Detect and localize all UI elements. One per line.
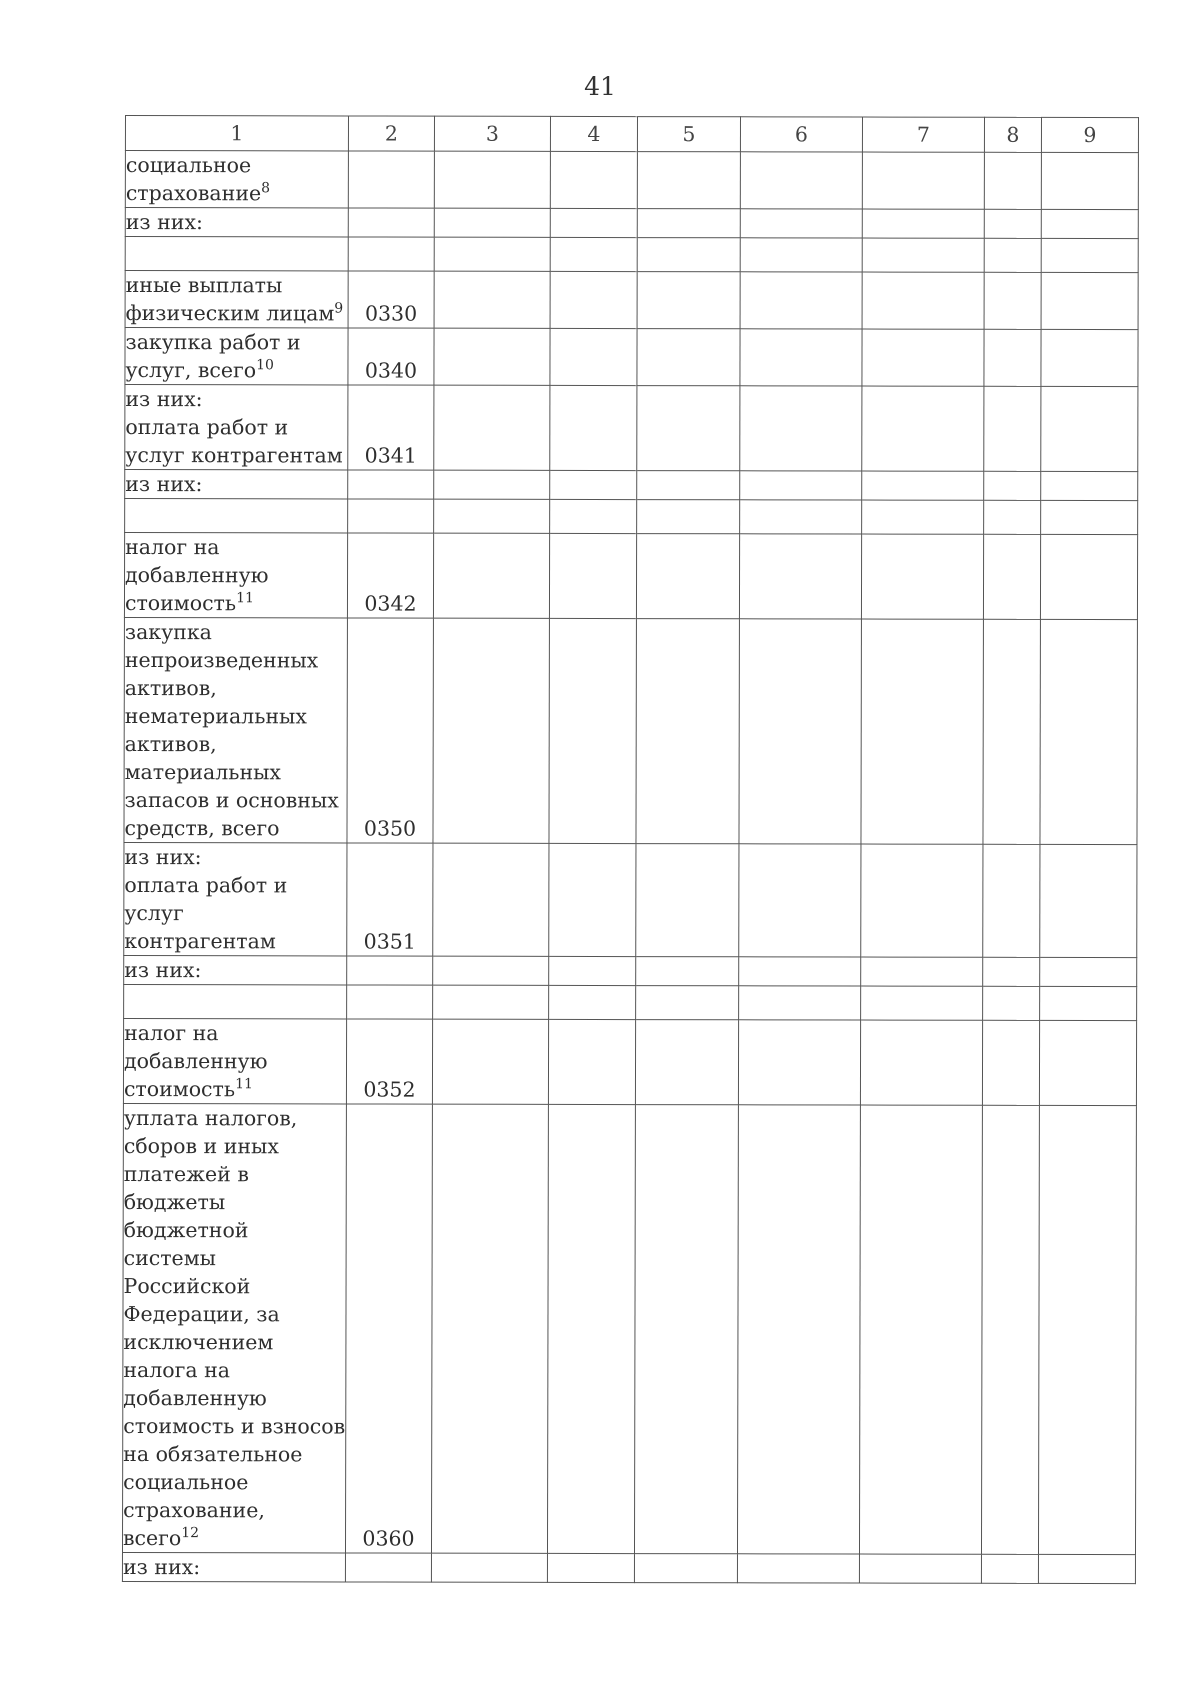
row-label — [124, 955, 347, 984]
table-row — [125, 328, 1138, 387]
row-code: 0360 — [345, 1104, 432, 1553]
value-cell-col-3[interactable] — [434, 208, 550, 237]
value-cell-col-6[interactable] — [738, 1020, 860, 1105]
table-row — [125, 208, 1138, 239]
value-cell-col-6[interactable] — [739, 534, 861, 619]
column-header-1: 1 — [125, 116, 348, 151]
value-cell-col-4[interactable] — [547, 1104, 635, 1553]
value-cell-col-8[interactable] — [984, 209, 1041, 238]
value-cell-col-7[interactable] — [861, 957, 983, 986]
value-cell-col-8[interactable] — [984, 471, 1041, 500]
value-cell-col-4[interactable] — [550, 499, 637, 533]
row-label-line: платежей в — [123, 1161, 249, 1187]
value-cell-col-5[interactable] — [636, 957, 739, 986]
value-cell-col-7[interactable] — [862, 272, 984, 329]
row-code — [345, 1553, 431, 1582]
value-cell-col-8[interactable] — [983, 844, 1040, 957]
row-label-line: средств, всего — [124, 816, 280, 841]
value-cell-col-7[interactable] — [862, 386, 984, 471]
row-label-line: стоимость и взносов — [123, 1413, 346, 1439]
value-cell-col-7[interactable] — [862, 471, 984, 500]
row-label-line: бюджеты — [123, 1189, 226, 1215]
value-cell-col-9[interactable] — [1040, 844, 1137, 957]
value-cell-col-9[interactable] — [1040, 619, 1137, 844]
row-label-line: активов, — [124, 732, 217, 757]
table-row — [125, 237, 1138, 273]
row-label-line: Российской — [123, 1273, 251, 1299]
value-cell-col-5[interactable] — [637, 386, 740, 471]
page-number: 41 — [584, 72, 616, 101]
row-label — [125, 271, 348, 328]
value-cell-col-5[interactable] — [637, 272, 740, 329]
row-label-line: физическим лицам$^9$ — [125, 300, 344, 326]
row-label-line: стоимость$^{11}$ — [124, 590, 254, 616]
value-cell-col-6[interactable] — [740, 209, 862, 238]
value-cell-col-6[interactable] — [740, 386, 862, 471]
row-label-line: запасов и основных — [124, 788, 339, 813]
value-cell-col-5[interactable] — [637, 329, 740, 386]
value-cell-col-9[interactable] — [1041, 238, 1138, 272]
value-cell-col-6[interactable] — [739, 844, 861, 957]
row-code: 0340 — [348, 328, 434, 385]
value-cell-col-4[interactable] — [550, 328, 637, 385]
value-cell-col-9[interactable] — [1041, 272, 1138, 329]
value-cell-col-9[interactable] — [1038, 1554, 1135, 1583]
value-cell-col-6[interactable] — [740, 272, 862, 329]
value-cell-col-9[interactable] — [1041, 152, 1138, 209]
table-row — [124, 984, 1137, 1020]
value-cell-col-6[interactable] — [740, 329, 862, 386]
value-cell-col-9[interactable] — [1041, 471, 1138, 500]
value-cell-col-9[interactable] — [1039, 1020, 1136, 1105]
row-label-line: исключением — [123, 1329, 274, 1355]
value-cell-col-7[interactable] — [862, 152, 984, 209]
row-code: 0341 — [348, 385, 434, 470]
value-cell-col-4[interactable] — [549, 618, 636, 843]
footnote-marker: 8 — [261, 180, 271, 197]
value-cell-col-3[interactable] — [433, 843, 549, 956]
value-cell-col-8[interactable] — [984, 386, 1041, 471]
value-cell-col-3[interactable] — [434, 237, 550, 271]
value-cell-col-3[interactable] — [431, 1104, 548, 1553]
value-cell-col-3[interactable] — [434, 499, 550, 533]
row-label-line: социальное — [125, 153, 252, 178]
value-cell-col-3[interactable] — [433, 618, 549, 843]
row-label-line: социальное — [123, 1469, 249, 1495]
row-code: 0350 — [347, 618, 433, 843]
column-number-row — [125, 116, 1138, 153]
value-cell-col-4[interactable] — [549, 533, 636, 618]
row-label-line: закупка работ и — [125, 330, 301, 355]
row-label-line: налога на — [123, 1357, 231, 1383]
row-label-line: на обязательное — [123, 1441, 303, 1467]
row-label-line: иные выплаты — [125, 273, 283, 298]
row-label-line: страхование$^8$ — [125, 180, 271, 206]
value-cell-col-7[interactable] — [862, 329, 984, 386]
value-cell-col-9[interactable] — [1040, 986, 1137, 1020]
value-cell-col-3[interactable] — [433, 533, 549, 618]
table-row — [122, 1103, 1136, 1554]
value-cell-col-7[interactable] — [862, 500, 984, 534]
row-label-line: контрагентам — [124, 929, 276, 954]
column-header-5: 5 — [637, 117, 740, 152]
row-label — [124, 617, 347, 842]
row-label — [125, 237, 348, 271]
row-code: 0351 — [347, 843, 433, 956]
row-label — [122, 1552, 345, 1581]
value-cell-col-8[interactable] — [984, 272, 1041, 329]
row-label-line: налог на — [124, 1021, 219, 1046]
value-cell-col-5[interactable] — [637, 209, 740, 238]
value-cell-col-6[interactable] — [740, 500, 862, 534]
value-cell-col-5[interactable] — [637, 471, 740, 500]
row-label-line: из них: — [124, 845, 202, 870]
value-cell-col-8[interactable] — [983, 957, 1040, 986]
value-cell-col-6[interactable] — [739, 957, 861, 986]
row-code — [347, 956, 433, 985]
value-cell-col-5[interactable] — [637, 238, 740, 272]
row-label-line: нематериальных — [124, 704, 307, 729]
row-code — [348, 237, 434, 271]
value-cell-col-8[interactable] — [981, 1105, 1039, 1554]
value-cell-col-4[interactable] — [550, 208, 637, 237]
value-cell-col-7[interactable] — [859, 1105, 982, 1554]
row-label — [125, 499, 348, 533]
footnote-marker: 12 — [181, 1525, 200, 1542]
row-label-line: сборов и иных — [123, 1133, 279, 1159]
value-cell-col-8[interactable] — [984, 500, 1041, 534]
row-label-line: Федерации, за — [123, 1301, 280, 1327]
table-row — [125, 470, 1138, 501]
row-code — [347, 985, 433, 1019]
value-cell-col-8[interactable] — [983, 534, 1040, 619]
value-cell-col-3[interactable] — [434, 328, 550, 385]
row-label — [125, 151, 348, 208]
table-row — [124, 617, 1137, 844]
value-cell-col-6[interactable] — [737, 1105, 860, 1554]
value-cell-col-5[interactable] — [637, 500, 740, 534]
row-label-line: закупка — [124, 620, 212, 645]
column-header-2: 2 — [348, 116, 434, 151]
row-label — [125, 328, 348, 385]
table-row — [125, 151, 1138, 210]
row-code: 0342 — [347, 533, 433, 618]
row-label — [124, 842, 347, 955]
row-label-line: стоимость$^{11}$ — [123, 1076, 253, 1102]
value-cell-col-5[interactable] — [635, 1020, 738, 1105]
value-cell-col-6[interactable] — [739, 619, 861, 844]
value-cell-col-9[interactable] — [1040, 957, 1137, 986]
budget-expenses-table — [122, 115, 1139, 1584]
value-cell-col-9[interactable] — [1040, 534, 1137, 619]
value-cell-col-6[interactable] — [740, 238, 862, 272]
table-row — [124, 955, 1137, 986]
table-row — [125, 499, 1138, 535]
value-cell-col-7[interactable] — [861, 986, 983, 1020]
value-cell-col-3[interactable] — [434, 470, 550, 499]
row-label-line: активов, — [124, 676, 217, 701]
column-header-4: 4 — [550, 116, 637, 151]
footnote-marker: 10 — [256, 357, 274, 374]
value-cell-col-8[interactable] — [983, 986, 1040, 1020]
row-label-line: добавленную — [125, 563, 269, 588]
row-label-line: из них: — [125, 472, 203, 497]
value-cell-col-3[interactable] — [431, 1553, 547, 1582]
value-cell-col-7[interactable] — [862, 209, 984, 238]
table-row — [125, 271, 1138, 330]
footnote-marker: 9 — [334, 300, 344, 317]
value-cell-col-5[interactable] — [636, 619, 739, 844]
value-cell-col-7[interactable] — [861, 619, 983, 844]
value-cell-col-6[interactable] — [740, 471, 862, 500]
row-label-line: уплата налогов, — [123, 1105, 298, 1131]
row-label-line: из них: — [125, 210, 203, 235]
row-label-line: из них: — [122, 1554, 201, 1580]
value-cell-col-6[interactable] — [739, 986, 861, 1020]
row-code — [348, 470, 434, 499]
row-label-line: услуг контрагентам — [125, 443, 343, 468]
row-label — [122, 1103, 346, 1552]
value-cell-col-7[interactable] — [860, 1020, 982, 1105]
row-label — [125, 470, 348, 499]
value-cell-col-4[interactable] — [550, 151, 637, 208]
row-code: 0352 — [346, 1019, 432, 1104]
column-header-8: 8 — [984, 117, 1041, 152]
value-cell-col-6[interactable] — [737, 1554, 859, 1583]
value-cell-col-3[interactable] — [434, 271, 550, 328]
footnote-marker: 11 — [235, 1076, 253, 1093]
value-cell-col-8[interactable] — [983, 619, 1040, 844]
row-label-line: оплата работ и услуг — [124, 873, 288, 926]
table-row — [124, 842, 1137, 957]
value-cell-col-3[interactable] — [433, 985, 549, 1019]
value-cell-col-7[interactable] — [861, 534, 983, 619]
value-cell-col-5[interactable] — [637, 152, 740, 209]
row-code — [348, 499, 434, 533]
value-cell-col-5[interactable] — [634, 1554, 737, 1583]
value-cell-col-5[interactable] — [636, 534, 739, 619]
row-label-line: налог на — [125, 535, 220, 560]
value-cell-col-4[interactable] — [550, 237, 637, 271]
value-cell-col-4[interactable] — [549, 843, 636, 956]
row-code — [348, 208, 434, 237]
value-cell-col-5[interactable] — [634, 1105, 738, 1554]
value-cell-col-6[interactable] — [740, 152, 862, 209]
value-cell-col-9[interactable] — [1038, 1105, 1136, 1554]
row-label-line: страхование, всего$^{12}$ — [122, 1497, 265, 1551]
value-cell-col-7[interactable] — [862, 238, 984, 272]
row-label-line: непроизведенных — [124, 648, 319, 673]
value-cell-col-5[interactable] — [636, 986, 739, 1020]
table-row — [124, 533, 1137, 620]
row-label-line: добавленную — [123, 1049, 268, 1074]
value-cell-col-4[interactable] — [550, 385, 637, 470]
footnote-marker: 11 — [236, 590, 254, 607]
value-cell-col-8[interactable] — [982, 1020, 1039, 1105]
row-label-line: бюджетной системы — [123, 1217, 249, 1271]
value-cell-col-9[interactable] — [1041, 329, 1138, 386]
row-label — [123, 1018, 346, 1103]
row-label-line: оплата работ и — [125, 415, 289, 440]
table-row — [123, 1018, 1136, 1105]
value-cell-col-5[interactable] — [636, 844, 739, 957]
value-cell-col-9[interactable] — [1041, 386, 1138, 471]
column-header-9: 9 — [1041, 117, 1138, 152]
value-cell-col-3[interactable] — [434, 385, 550, 470]
value-cell-col-7[interactable] — [859, 1554, 981, 1583]
value-cell-col-4[interactable] — [548, 1019, 635, 1104]
row-label-line: материальных — [124, 760, 282, 785]
row-label-line: из них: — [125, 387, 203, 412]
value-cell-col-8[interactable] — [981, 1554, 1038, 1583]
value-cell-col-3[interactable] — [432, 1019, 548, 1104]
value-cell-col-3[interactable] — [434, 151, 550, 208]
row-label — [124, 533, 347, 618]
value-cell-col-4[interactable] — [550, 271, 637, 328]
value-cell-col-9[interactable] — [1041, 500, 1138, 534]
value-cell-col-4[interactable] — [550, 470, 637, 499]
column-header-3: 3 — [434, 116, 550, 151]
value-cell-col-8[interactable] — [984, 152, 1041, 209]
value-cell-col-4[interactable] — [549, 956, 636, 985]
value-cell-col-4[interactable] — [547, 1553, 634, 1582]
row-label-line: услуг, всего$^{10}$ — [125, 357, 274, 383]
row-code — [348, 151, 434, 208]
row-label-line: добавленную — [123, 1385, 267, 1411]
value-cell-col-8[interactable] — [984, 238, 1041, 272]
table-row — [122, 1552, 1135, 1583]
column-header-6: 6 — [740, 117, 862, 152]
row-label — [125, 208, 348, 237]
value-cell-col-7[interactable] — [861, 844, 983, 957]
column-header-7: 7 — [862, 117, 984, 152]
row-label-line: из них: — [124, 958, 202, 983]
table-row — [125, 385, 1138, 472]
value-cell-col-3[interactable] — [433, 956, 549, 985]
row-label — [125, 385, 348, 470]
value-cell-col-8[interactable] — [984, 329, 1041, 386]
value-cell-col-9[interactable] — [1041, 209, 1138, 238]
row-label — [124, 984, 347, 1018]
value-cell-col-4[interactable] — [549, 985, 636, 1019]
row-code: 0330 — [348, 271, 434, 328]
